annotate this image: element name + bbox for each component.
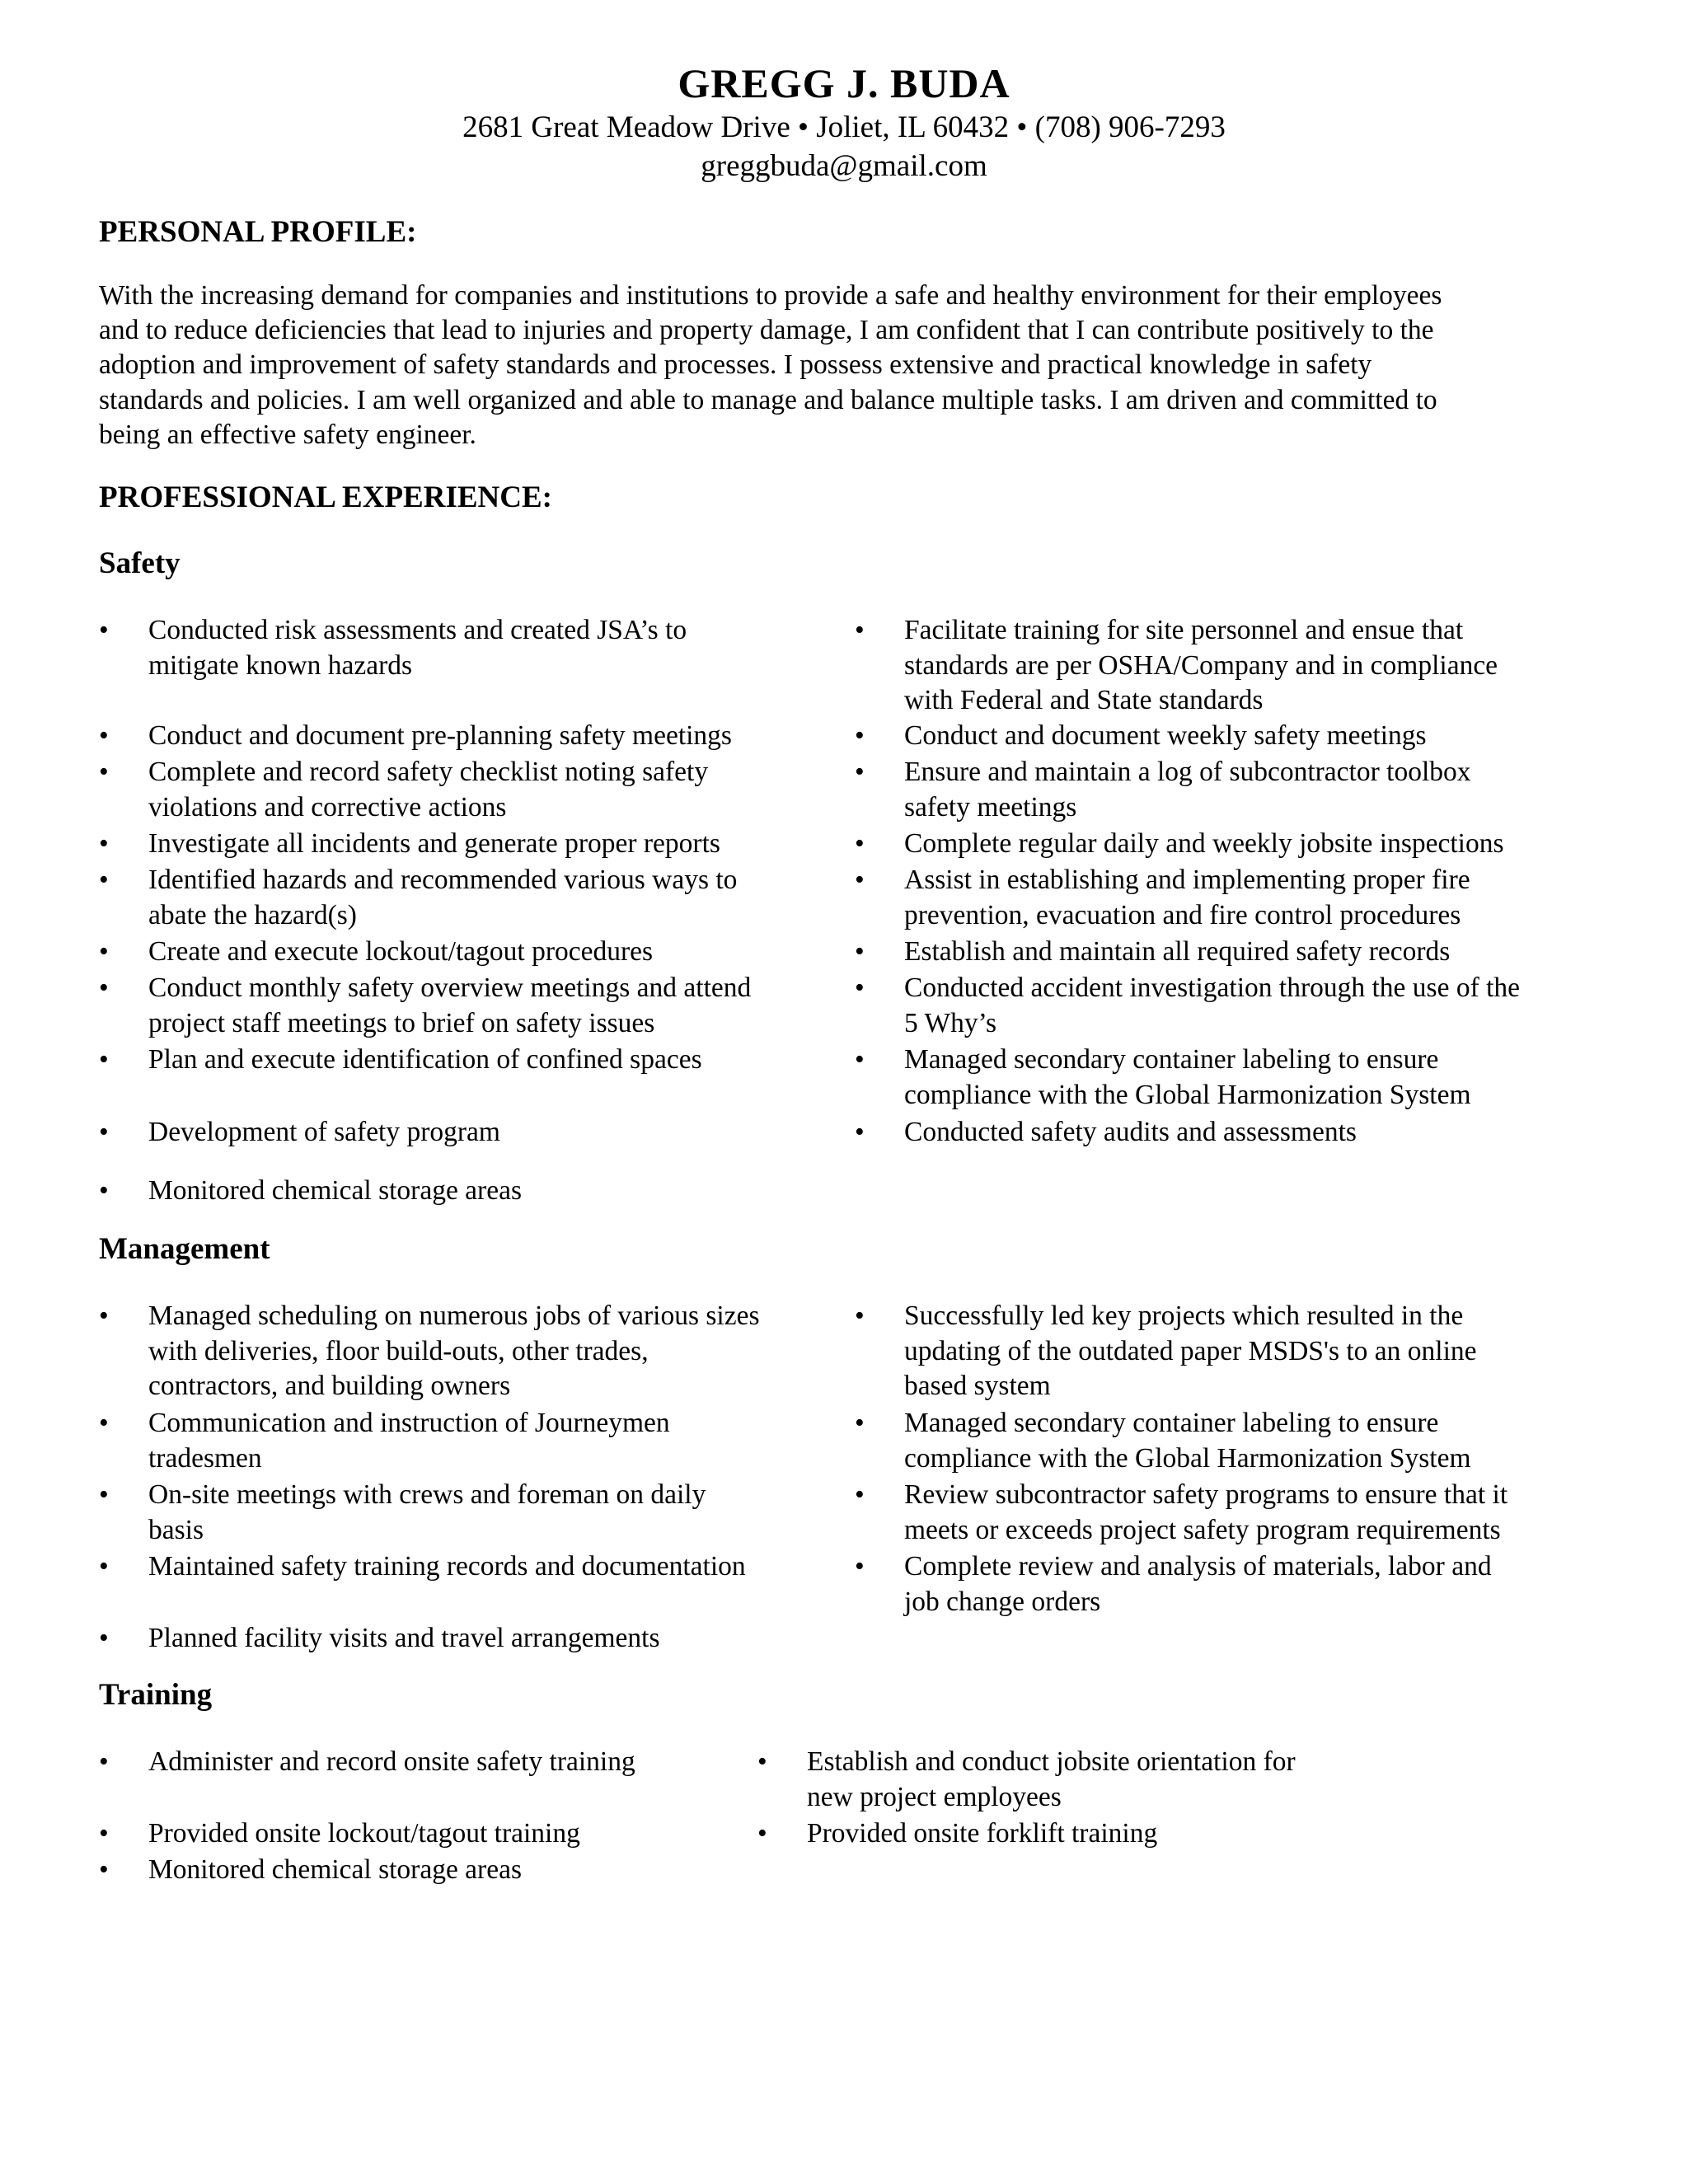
bullet-line: Plan and execute identification of confined spaces: [148, 1044, 702, 1075]
bullet-line: Complete and record safety checklist noting safety: [148, 757, 709, 787]
bullet-icon: •: [99, 1854, 109, 1885]
bullet-icon: •: [99, 615, 109, 645]
bullet-line: Administer and record onsite safety training: [148, 1746, 635, 1777]
bullet-line: Conducted accident investigation through the use of the: [904, 972, 1521, 1003]
bullet-line: contractors, and building owners: [148, 1371, 511, 1401]
bullet-text: [148, 827, 720, 862]
bullet-text: [148, 755, 708, 825]
bullet-text: [904, 1115, 1357, 1151]
bullet-text: [904, 1043, 1471, 1113]
bullet-text: [148, 1406, 670, 1476]
bullet-line: Ensure and maintain a log of subcontractor toolbox: [904, 757, 1471, 787]
bullet-line: based system: [904, 1371, 1051, 1401]
profile-line: and to reduce deficiencies that lead to injuries and property damage, I am confident that I can contribute positively to the: [99, 315, 1434, 346]
bullet-line: Managed secondary container labeling to ensure: [904, 1044, 1439, 1075]
bullet-line: Provided onsite lockout/tagout training: [148, 1818, 580, 1849]
bullet-icon: •: [99, 1479, 109, 1510]
bullet-line: safety meetings: [904, 791, 1077, 823]
bullet-text: [148, 1816, 580, 1852]
bullet-icon: •: [855, 1408, 865, 1438]
bullet-icon: •: [99, 865, 109, 895]
professional-experience-heading: PROFESSIONAL EXPERIENCE:: [99, 480, 552, 514]
bullet-text: [148, 1174, 522, 1209]
bullet-text: [904, 613, 1498, 719]
bullet-line: Managed scheduling on numerous jobs of various sizes: [148, 1301, 760, 1331]
bullet-text: [148, 613, 687, 683]
candidate-name: GREGG J. BUDA: [678, 60, 1010, 106]
personal-profile-text: [99, 279, 1442, 452]
profile-line: standards and policies. I am well organized and able to manage and balance multiple tasks. I am driven and committed to: [99, 384, 1437, 415]
profile-line: adoption and improvement of safety standards and processes. I possess extensive and practical knowledge in safety: [99, 349, 1372, 381]
bullet-text: [148, 1853, 522, 1888]
bullet-text: [807, 1745, 1296, 1815]
bullet-line: Communication and instruction of Journeymen: [148, 1408, 670, 1438]
safety-subheading: Safety: [99, 546, 181, 580]
bullet-text: [904, 719, 1427, 754]
bullet-line: Provided onsite forklift training: [807, 1818, 1158, 1849]
bullet-icon: •: [855, 1044, 865, 1075]
bullet-line: Conduct monthly safety overview meetings and attend: [148, 972, 752, 1003]
bullet-line: Assist in establishing and implementing proper fire: [904, 865, 1470, 895]
bullet-icon: •: [757, 1818, 767, 1849]
bullet-icon: •: [855, 1117, 865, 1147]
bullet-line: Investigate all incidents and generate proper reports: [148, 828, 720, 859]
bullet-text: [904, 935, 1450, 970]
bullet-line: 5 Why’s: [904, 1007, 996, 1038]
bullet-line: Planned facility visits and travel arrangements: [148, 1623, 660, 1653]
bullet-icon: •: [99, 1175, 109, 1206]
bullet-line: Conduct and document pre-planning safety meetings: [148, 720, 732, 751]
bullet-text: [904, 1406, 1471, 1476]
bullet-icon: •: [99, 757, 109, 787]
bullet-line: Monitored chemical storage areas: [148, 1175, 522, 1206]
bullet-line: compliance with the Global Harmonization System: [904, 1079, 1471, 1110]
bullet-text: [148, 935, 653, 970]
bullet-line: new project employees: [807, 1781, 1062, 1812]
bullet-line: Establish and conduct jobsite orientation for: [807, 1746, 1296, 1777]
bullet-line: with deliveries, floor build-outs, other trades,: [148, 1335, 649, 1366]
bullet-line: basis: [148, 1514, 204, 1545]
management-subheading: Management: [99, 1232, 270, 1266]
bullet-line: project staff meetings to brief on safety issues: [148, 1007, 655, 1038]
bullet-line: abate the hazard(s): [148, 899, 357, 930]
bullet-icon: •: [855, 757, 865, 787]
bullet-line: Complete regular daily and weekly jobsite inspections: [904, 828, 1504, 859]
bullet-line: violations and corrective actions: [148, 791, 507, 823]
bullet-icon: •: [855, 1301, 865, 1331]
bullet-text: [148, 1478, 706, 1548]
bullet-text: [148, 1299, 760, 1404]
bullet-icon: •: [855, 936, 865, 967]
bullet-line: Conducted risk assessments and created JSA’s to: [148, 615, 687, 645]
bullet-line: Maintained safety training records and documentation: [148, 1551, 746, 1582]
bullet-icon: •: [855, 972, 865, 1003]
bullet-text: [904, 1478, 1507, 1548]
bullet-line: Monitored chemical storage areas: [148, 1854, 522, 1885]
training-subheading: Training: [99, 1678, 213, 1712]
bullet-text: [148, 1115, 500, 1151]
bullet-line: with Federal and State standards: [904, 685, 1264, 715]
bullet-icon: •: [99, 1551, 109, 1582]
bullet-line: Conducted safety audits and assessments: [904, 1117, 1357, 1147]
bullet-line: Complete review and analysis of materials, labor and: [904, 1551, 1492, 1582]
bullet-text: [904, 971, 1520, 1041]
bullet-line: compliance with the Global Harmonization System: [904, 1442, 1471, 1474]
bullet-line: Successfully led key projects which resulted in the: [904, 1301, 1464, 1331]
bullet-text: [904, 1549, 1492, 1619]
bullet-line: Identified hazards and recommended various ways to: [148, 865, 738, 895]
bullet-line: Managed secondary container labeling to ensure: [904, 1408, 1439, 1438]
bullet-line: job change orders: [904, 1586, 1101, 1617]
bullet-icon: •: [855, 865, 865, 895]
bullet-text: [148, 1043, 702, 1078]
bullet-icon: •: [99, 1746, 109, 1777]
profile-line: With the increasing demand for companies and institutions to provide a safe and healthy environment for their employees: [99, 280, 1442, 311]
bullet-line: tradesmen: [148, 1442, 262, 1474]
bullet-icon: •: [99, 972, 109, 1003]
bullet-text: [148, 1549, 746, 1585]
bullet-icon: •: [757, 1746, 767, 1777]
bullet-line: Conduct and document weekly safety meetings: [904, 720, 1427, 751]
bullet-line: Facilitate training for site personnel and ensue that: [904, 615, 1464, 645]
personal-profile-heading: PERSONAL PROFILE:: [99, 215, 417, 249]
contact-email: greggbuda@gmail.com: [701, 149, 987, 183]
bullet-line: standards are per OSHA/Company and in compliance: [904, 649, 1498, 681]
bullet-line: meets or exceeds project safety program requirements: [904, 1514, 1501, 1545]
bullet-line: On-site meetings with crews and foreman on daily: [148, 1479, 706, 1510]
bullet-icon: •: [855, 1551, 865, 1582]
contact-address-line: 2681 Great Meadow Drive • Joliet, IL 60432 • (708) 906-7293: [462, 110, 1226, 144]
bullet-line: Development of safety program: [148, 1117, 500, 1147]
bullet-text: [148, 863, 737, 933]
bullet-icon: •: [855, 720, 865, 751]
bullet-icon: •: [99, 828, 109, 859]
bullet-line: Establish and maintain all required safety records: [904, 936, 1451, 967]
bullet-text: [904, 1299, 1477, 1404]
bullet-icon: •: [99, 1408, 109, 1438]
bullet-icon: •: [855, 615, 865, 645]
bullet-line: mitigate known hazards: [148, 649, 413, 681]
bullet-icon: •: [99, 1044, 109, 1075]
bullet-line: Create and execute lockout/tagout procedures: [148, 936, 654, 967]
bullet-icon: •: [99, 720, 109, 751]
bullet-text: [904, 827, 1504, 862]
bullet-text: [904, 755, 1471, 825]
profile-line: being an effective safety engineer.: [99, 419, 476, 450]
bullet-icon: •: [99, 1623, 109, 1653]
bullet-line: prevention, evacuation and fire control procedures: [904, 899, 1461, 930]
bullet-line: updating of the outdated paper MSDS's to an online: [904, 1335, 1477, 1366]
bullet-icon: •: [99, 936, 109, 967]
bullet-icon: •: [855, 1479, 865, 1510]
bullet-text: [807, 1816, 1157, 1852]
bullet-icon: •: [99, 1301, 109, 1331]
bullet-text: [148, 971, 751, 1041]
bullet-text: [904, 863, 1470, 933]
bullet-text: [148, 1621, 660, 1657]
bullet-text: [148, 1745, 635, 1780]
bullet-icon: •: [99, 1818, 109, 1849]
bullet-line: Review subcontractor safety programs to ensure that it: [904, 1479, 1508, 1510]
bullet-icon: •: [99, 1117, 109, 1147]
bullet-icon: •: [855, 828, 865, 859]
bullet-text: [148, 719, 732, 754]
